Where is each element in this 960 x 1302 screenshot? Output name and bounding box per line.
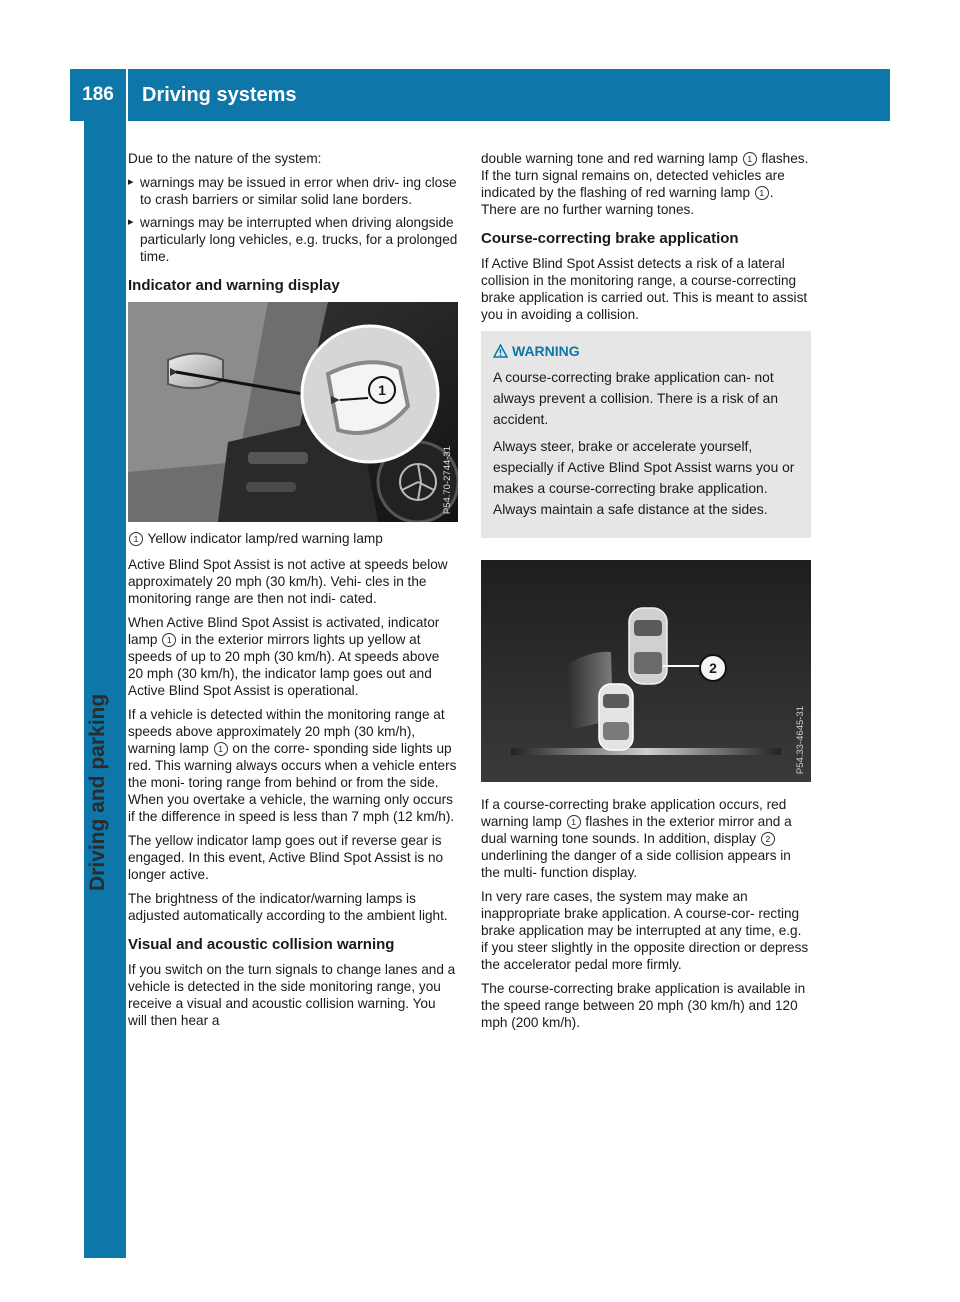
heading-collision-warning: Visual and acoustic collision warning bbox=[128, 936, 395, 953]
text-run: If a vehicle is detected within the monitoring range at speeds above approximately 20 mph (30 km/h), warning lamp bbox=[128, 707, 445, 756]
heading-brake-application: Course-correcting brake application bbox=[481, 230, 739, 247]
paragraph bbox=[481, 150, 811, 218]
right-column bbox=[481, 150, 811, 1038]
paragraph: If you switch on the turn signals to change lanes and a vehicle is detected in the side monitoring range, you receive a visual and acoustic collision warning. You will then hear a bbox=[128, 962, 456, 1028]
intro-text: Due to the nature of the system: bbox=[128, 151, 322, 166]
warning-text: Always steer, brake or accelerate yourself, especially if Active Blind Spot Assist warns you or makes a course-correcting brake application. Always maintain a safe distance at the sides. bbox=[493, 439, 795, 517]
callout-1: 1 bbox=[214, 742, 228, 756]
paragraph: The yellow indicator lamp goes out if reverse gear is engaged. In this event, Active Blind Spot Assist is no longer active. bbox=[128, 833, 444, 882]
paragraph: In very rare cases, the system may make an inappropriate brake application. A course-cor- recting brake application may be interrupted at any time, e.g. if you steer slightly in the opposite direction or depress the accelerator pedal more firmly. bbox=[481, 889, 809, 972]
callout-2: 2 bbox=[761, 832, 775, 846]
list-item: ▸ warnings may be interrupted when driving alongside particularly long vehicles, e.g. trucks, for a prolonged time. bbox=[128, 214, 458, 265]
paragraph bbox=[128, 614, 458, 699]
text-run: flashes. If the turn signal remains on, detected vehicles are indicated by the flashing of red warning lamp bbox=[481, 151, 809, 200]
warning-box bbox=[481, 331, 811, 538]
chapter-label-wrap bbox=[86, 571, 109, 891]
callout-1: 1 bbox=[129, 532, 143, 546]
warning-title: WARNING bbox=[512, 343, 580, 359]
paragraph bbox=[128, 706, 458, 825]
chapter-label: Driving and parking bbox=[86, 693, 109, 891]
other-car bbox=[629, 608, 667, 684]
paragraph: Active Blind Spot Assist is not active at speeds below approximately 20 mph (30 km/h). Vehi- cles in the monitoring range are then not indi- cated. bbox=[128, 557, 448, 606]
figure-caption bbox=[128, 530, 458, 547]
text-run: underlining the danger of a side collision appears in the multi- function display. bbox=[481, 848, 791, 880]
page-number: 186 bbox=[82, 84, 114, 105]
mirror-illustration bbox=[128, 302, 458, 522]
section-title: Driving systems bbox=[142, 84, 297, 106]
text-run: on the corre- sponding side lights up red. This warning always occurs when a vehicle enters the moni- toring range from behind or from the side. When you overtake a vehicle, the warning only occurs if the difference in speed is less than 7 mph (12 km/h). bbox=[128, 741, 457, 824]
list-item: ▸ warnings may be issued in error when driv- ing close to crash barriers or similar solid lane borders. bbox=[128, 174, 458, 208]
paragraph: The course-correcting brake application is available in the speed range between 20 mph (30 km/h) and 120 mph (200 km/h). bbox=[481, 981, 806, 1030]
paragraph: The brightness of the indicator/warning lamps is adjusted automatically according to the ambient light. bbox=[128, 891, 448, 923]
blind-spot-illustration bbox=[481, 560, 811, 782]
caption-text: Yellow indicator lamp/red warning lamp bbox=[147, 531, 383, 546]
limitations-list bbox=[128, 174, 458, 265]
paragraph bbox=[481, 796, 811, 881]
own-car bbox=[599, 684, 633, 750]
blind-spot-figure bbox=[481, 560, 811, 782]
mirror-figure bbox=[128, 302, 458, 522]
heading-indicator-display: Indicator and warning display bbox=[128, 277, 340, 294]
text-run: When Active Blind Spot Assist is activated, indicator lamp bbox=[128, 615, 440, 647]
text-run: flashes in the exterior mirror and a dual warning tone sounds. In addition, display bbox=[481, 814, 792, 846]
paragraph: If Active Blind Spot Assist detects a risk of a lateral collision in the monitoring range, a course-correcting brake application is carried out. This is meant to assist you in avoiding a collision. bbox=[481, 256, 808, 322]
text-run: in the exterior mirrors lights up yellow at speeds of up to 20 mph (30 km/h). At speeds above 20 mph (30 km/h), the indicator lamp goes out and Active Blind Spot Assist is operational. bbox=[128, 632, 440, 698]
callout-1: 1 bbox=[162, 633, 176, 647]
chapter-sidebar bbox=[70, 121, 126, 1258]
warning-heading bbox=[493, 341, 799, 362]
warning-text: A course-correcting brake application can- not always prevent a collision. There is a risk of an accident. bbox=[493, 370, 779, 427]
left-column bbox=[128, 150, 458, 1036]
callout-1: 1 bbox=[567, 815, 581, 829]
figure-code: P54.33-4645-31 bbox=[795, 705, 806, 774]
figure-code: P54.70-2744-31 bbox=[442, 445, 453, 514]
text-run: . There are no further warning tones. bbox=[481, 185, 774, 217]
header-divider bbox=[126, 69, 128, 121]
text-run: double warning tone and red warning lamp bbox=[481, 151, 738, 166]
page-header bbox=[70, 69, 890, 121]
callout-2-marker: 2 bbox=[699, 654, 727, 682]
text-run: If a course-correcting brake application occurs, red warning lamp bbox=[481, 797, 787, 829]
callout-1: 1 bbox=[755, 186, 769, 200]
warning-triangle-icon bbox=[493, 344, 508, 358]
callout-1: 1 bbox=[743, 152, 757, 166]
callout-1-marker: 1 bbox=[368, 376, 396, 404]
